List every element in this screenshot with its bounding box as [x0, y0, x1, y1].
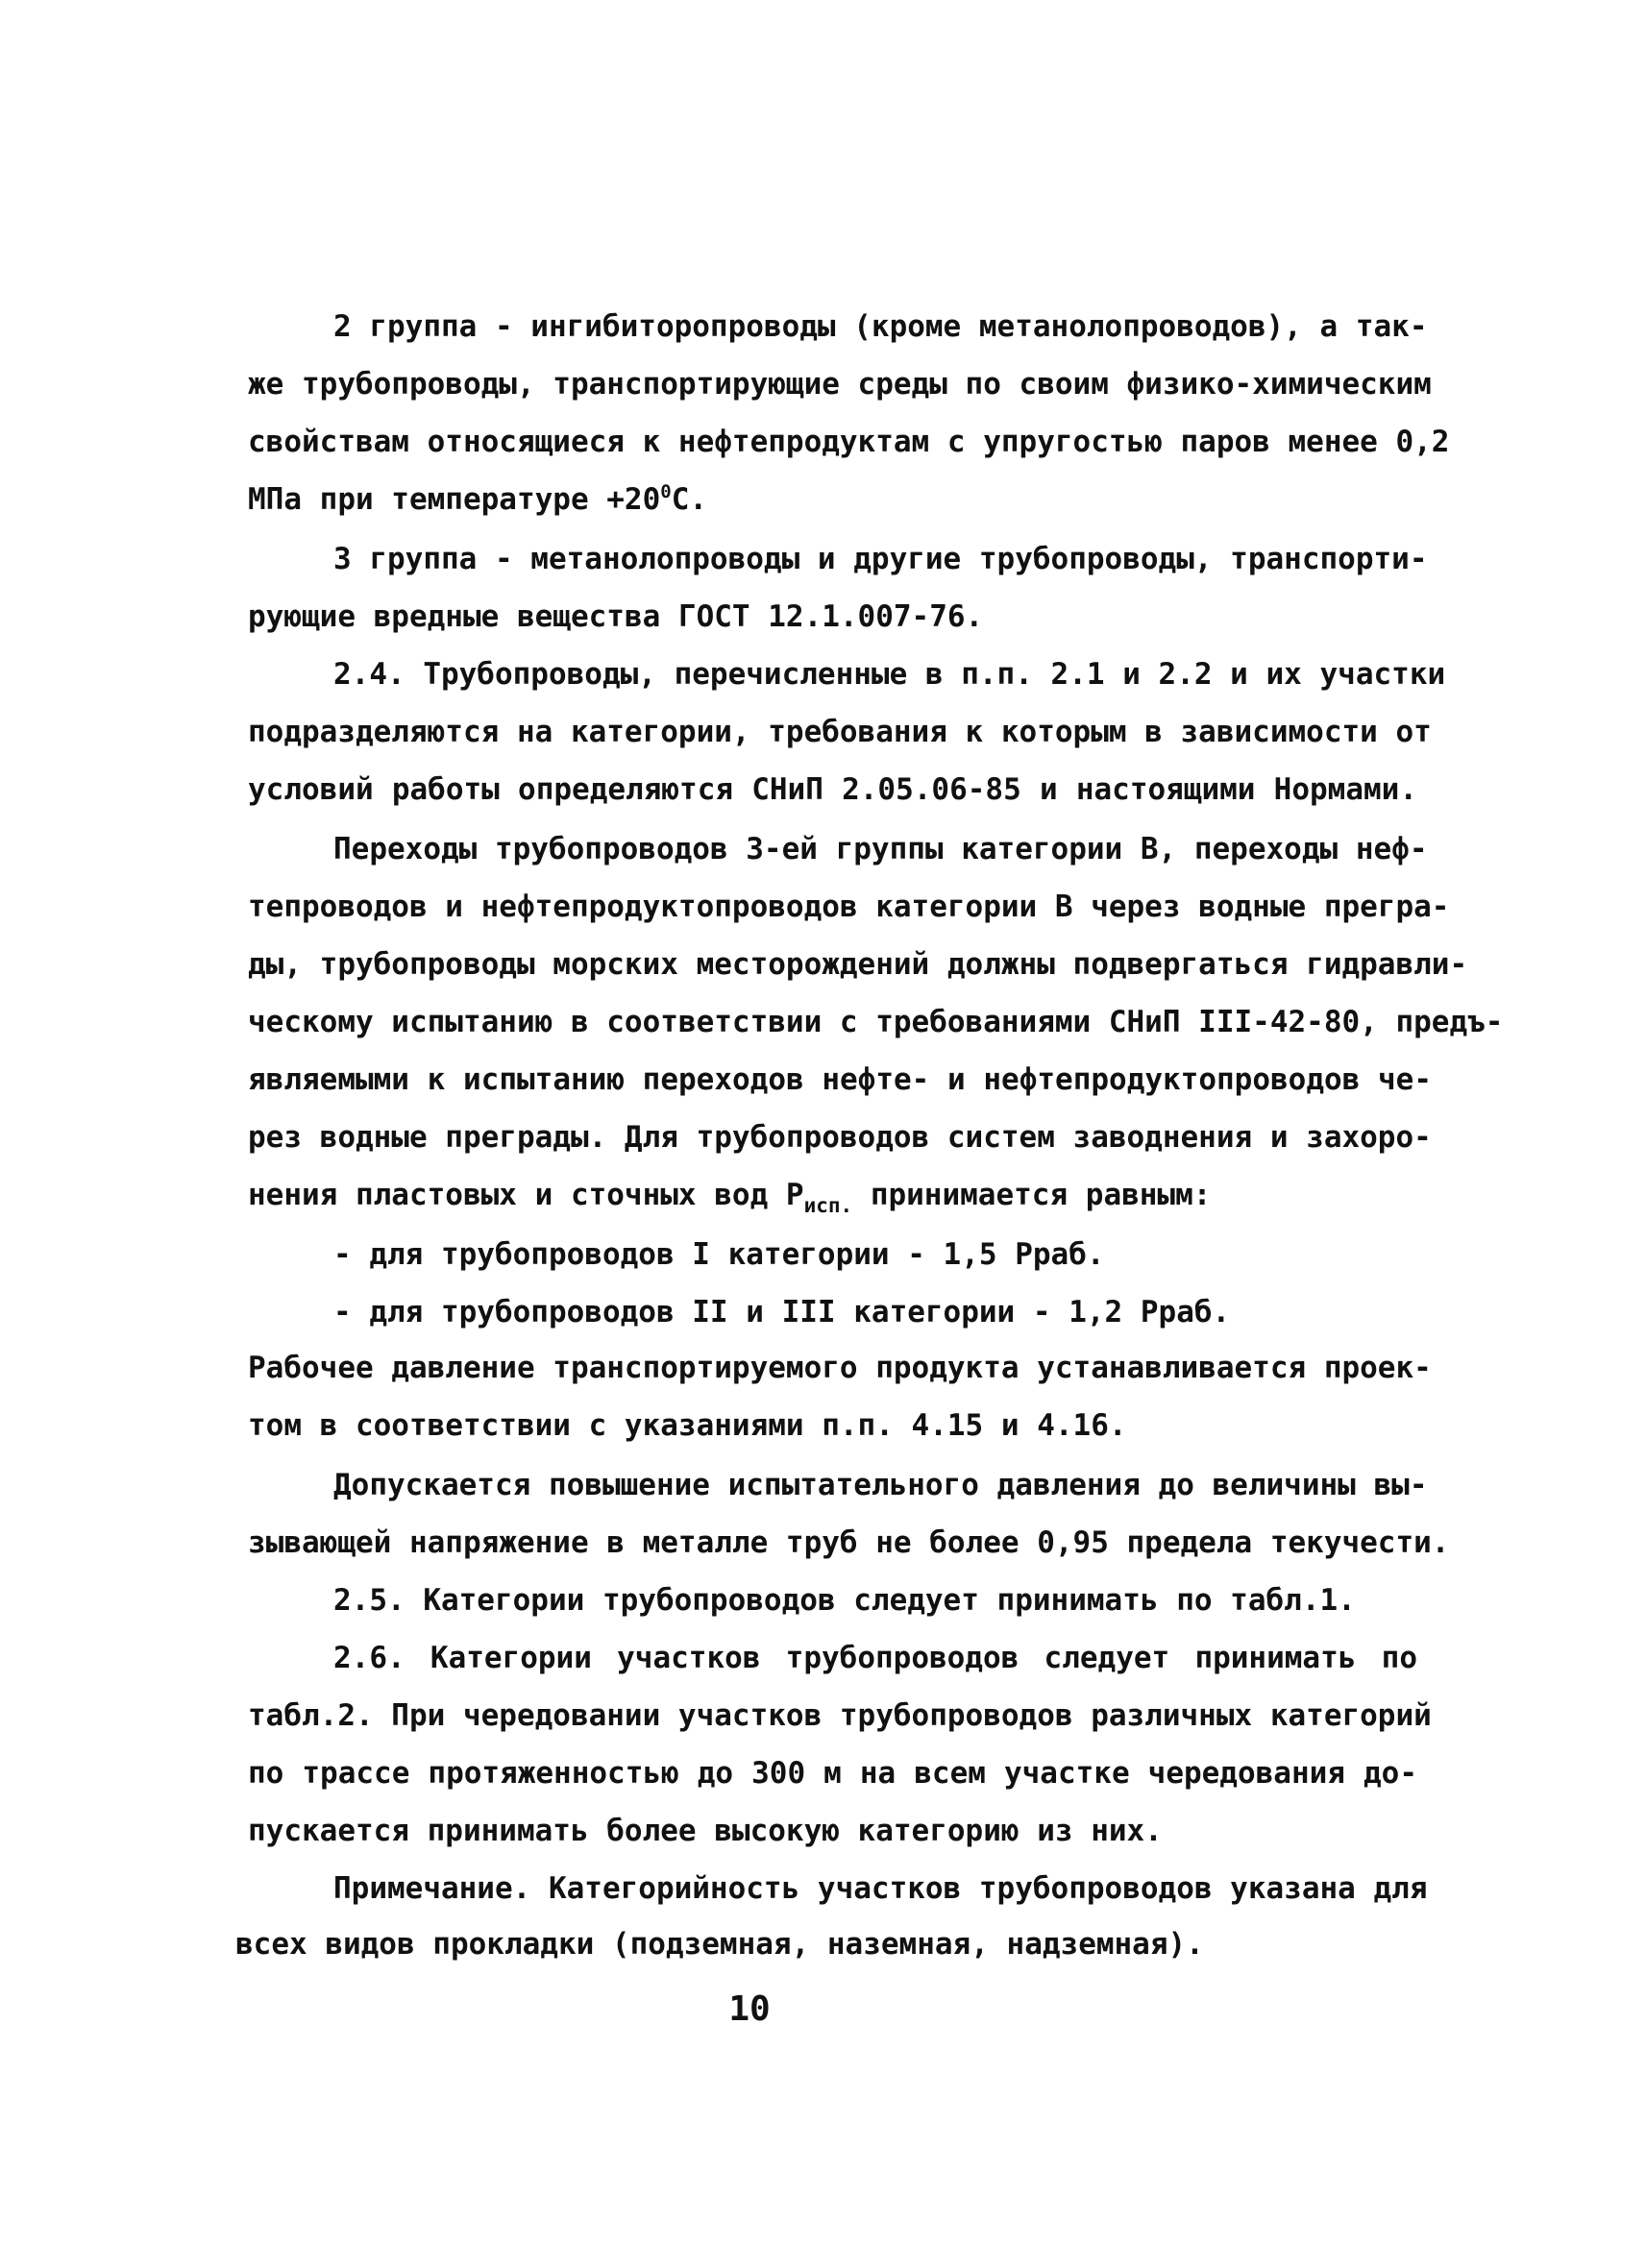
- list-item: - для трубопроводов II и III категории - 1,2 Рраб.: [333, 1295, 1231, 1329]
- note-line: всех видов прокладки (подземная, наземная, надземная).: [235, 1927, 1204, 1962]
- text-line: рез водные преграды. Для трубопроводов систем заводнения и захоро-: [248, 1120, 1432, 1155]
- text-line: пускается принимать более высокую категорию из них.: [248, 1814, 1163, 1848]
- text-line: [248, 480, 707, 519]
- text-line: 3 группа - метанолопроводы и другие трубопроводы, транспорти-: [333, 542, 1428, 576]
- text-line: ческому испытанию в соответствии с требованиями СНиП III-42-80, предъ-: [248, 1005, 1504, 1039]
- text-line: Рабочее давление транспортируемого продукта устанавливается проек-: [248, 1351, 1432, 1385]
- text-segment: нения пластовых и сточных вод Р: [248, 1178, 804, 1212]
- page-number: 10: [728, 1989, 771, 2029]
- text-segment: C.: [671, 482, 708, 517]
- superscript: 0: [660, 481, 672, 502]
- subscript: исп.: [803, 1194, 853, 1217]
- list-item: - для трубопроводов I категории - 1,5 Рраб.: [333, 1237, 1105, 1272]
- text-line: 2.5. Категории трубопроводов следует принимать по табл.1.: [333, 1583, 1356, 1618]
- text-line: свойствам относящиеся к нефтепродуктам с упругостью паров менее 0,2: [248, 425, 1450, 459]
- text-line: 2 группа - ингибиторопроводы (кроме метанолопроводов), а так-: [333, 309, 1428, 344]
- text-line: ды, трубопроводы морских месторождений должны подвергаться гидравли-: [248, 947, 1468, 982]
- text-line: тепроводов и нефтепродуктопроводов категории В через водные прегра-: [248, 890, 1450, 924]
- text-line: по трассе протяженностью до 300 м на всем участке чередования до-: [248, 1756, 1417, 1791]
- text-line: том в соответствии с указаниями п.п. 4.15 и 4.16.: [248, 1408, 1127, 1443]
- text-line: 2.6. Категории участков трубопроводов следует принимать по: [333, 1641, 1417, 1675]
- text-line: подразделяются на категории, требования к которым в зависимости от: [248, 715, 1432, 749]
- text-line: Допускается повышение испытательного давления до величины вы-: [333, 1468, 1428, 1502]
- text-line: рующие вредные вещества ГОСТ 12.1.007-76.: [248, 599, 984, 634]
- text-segment: принимается равным:: [852, 1178, 1212, 1212]
- text-line: табл.2. При чередовании участков трубопроводов различных категорий: [248, 1698, 1432, 1733]
- text-line: Переходы трубопроводов 3-ей группы категории В, переходы неф-: [333, 832, 1428, 866]
- text-segment: МПа при температуре +20: [248, 482, 661, 517]
- text-line: условий работы определяются СНиП 2.05.06-85 и настоящими Нормами.: [248, 772, 1417, 807]
- text-line: зывающей напряжение в металле труб не более 0,95 предела текучести.: [248, 1525, 1450, 1560]
- text-line: 2.4. Трубопроводы, перечисленные в п.п. 2.1 и 2.2 и их участки: [333, 657, 1446, 692]
- text-line: являемыми к испытанию переходов нефте- и нефтепродуктопроводов че-: [248, 1062, 1432, 1097]
- note-line: Примечание. Категорийность участков трубопроводов указана для: [333, 1871, 1428, 1906]
- text-line: же трубопроводы, транспортирующие среды по своим физико-химическим: [248, 367, 1432, 402]
- text-line: [248, 1176, 1212, 1217]
